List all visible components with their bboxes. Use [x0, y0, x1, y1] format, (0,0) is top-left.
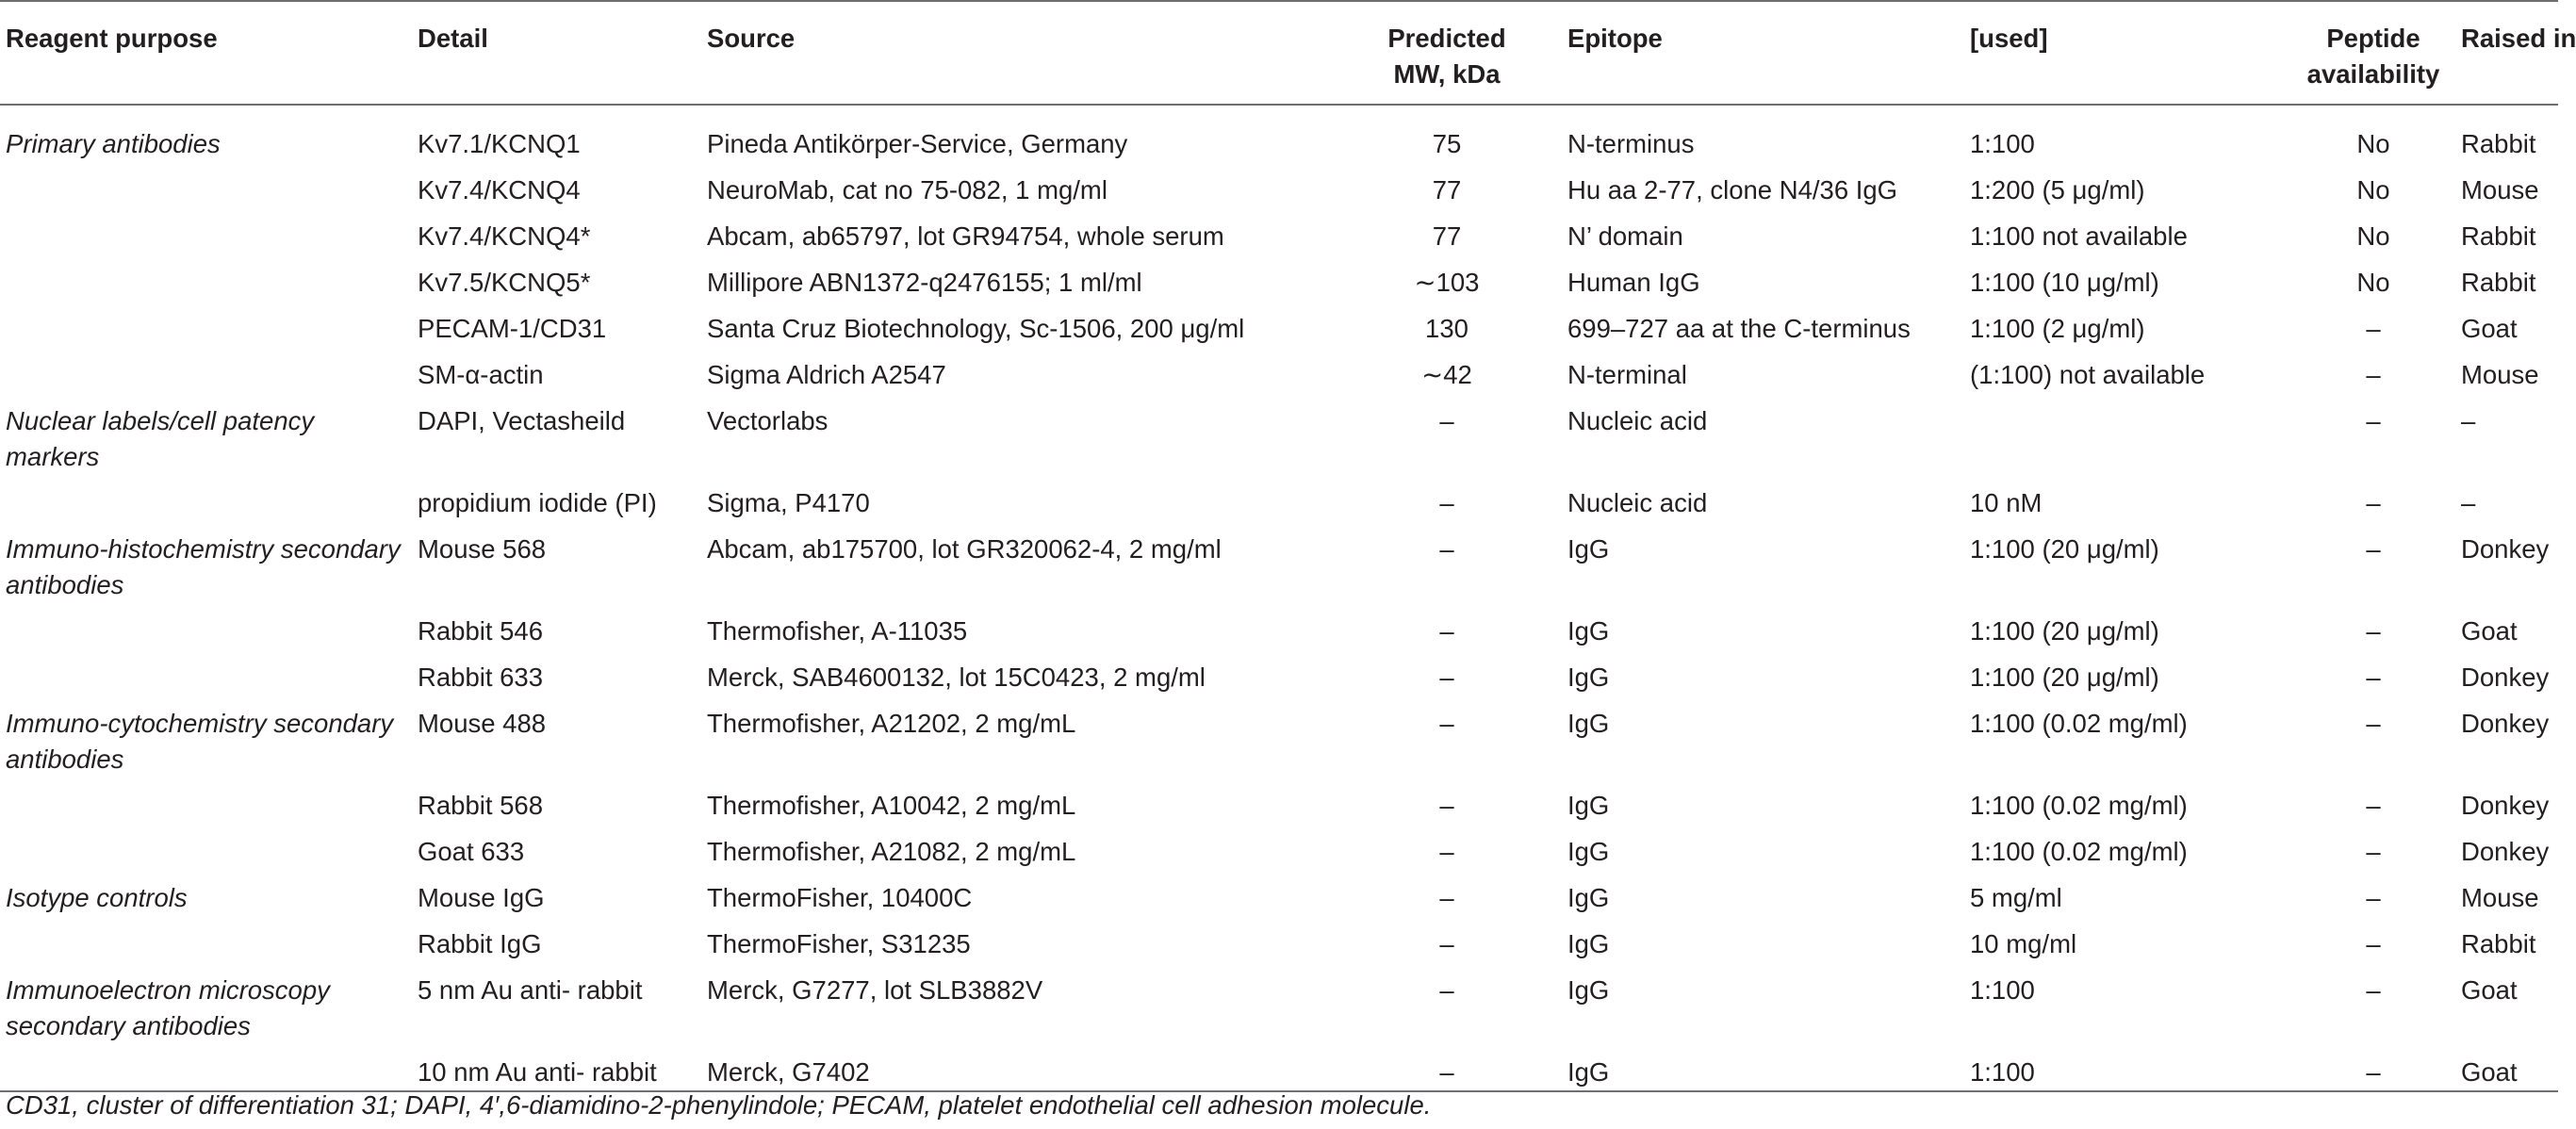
cell-raised-in: Donkey [2461, 791, 2550, 820]
cell-raised-in: Mouse [2461, 360, 2539, 389]
cell-epitope: Nucleic acid [1567, 488, 1708, 517]
cell-predicted-mw: – [1439, 791, 1454, 820]
cell-source: Thermofisher, A10042, 2 mg/mL [707, 791, 1076, 820]
table-row [0, 393, 2558, 475]
cell-peptide-availability: – [2366, 1057, 2381, 1087]
cell-epitope: Human IgG [1567, 268, 1700, 297]
cell-predicted-mw: – [1439, 663, 1454, 692]
cell-detail: Kv7.4/KCNQ4* [418, 221, 591, 251]
cell-source: Abcam, ab65797, lot GR94754, whole serum [707, 221, 1224, 251]
cell-detail: Mouse 488 [418, 709, 547, 738]
table-row [0, 105, 2558, 162]
cell-used: 1:100 [1970, 1057, 2035, 1087]
cell-detail: Mouse IgG [418, 883, 545, 912]
cell-predicted-mw: 75 [1432, 129, 1462, 158]
cell-reagent-purpose [0, 1044, 412, 1091]
cell-predicted-mw: 77 [1432, 175, 1462, 205]
cell-epitope: N’ domain [1567, 221, 1683, 251]
cell-peptide-availability: – [2366, 488, 2381, 517]
cell-raised-in: Rabbit [2461, 929, 2536, 958]
cell-predicted-mw: 130 [1425, 314, 1468, 343]
cell-used: 1:200 (5 μg/ml) [1970, 175, 2145, 205]
cell-reagent-purpose: Nuclear labels/cell patency markers [6, 406, 315, 471]
cell-epitope: IgG [1567, 534, 1610, 564]
cell-raised-in: Donkey [2461, 709, 2550, 738]
cell-peptide-availability: – [2366, 837, 2381, 866]
table-row [0, 254, 2558, 301]
cell-detail: Kv7.1/KCNQ1 [418, 129, 581, 158]
cell-reagent-purpose: Immunoelectron microscopy secondary antibodies [6, 975, 330, 1040]
cell-used: 10 nM [1970, 488, 2043, 517]
table-row [0, 603, 2558, 649]
cell-epitope: N-terminus [1567, 129, 1695, 158]
table-row [0, 777, 2558, 824]
table-row [0, 916, 2558, 962]
header-detail: Detail [418, 24, 488, 53]
cell-raised-in: – [2461, 406, 2476, 435]
cell-detail: PECAM-1/CD31 [418, 314, 607, 343]
cell-peptide-availability: – [2366, 616, 2381, 646]
cell-used: 5 mg/ml [1970, 883, 2062, 912]
cell-predicted-mw: 77 [1432, 221, 1462, 251]
cell-raised-in: Rabbit [2461, 129, 2536, 158]
cell-peptide-availability: – [2366, 975, 2381, 1005]
table-row [0, 870, 2558, 916]
cell-source: NeuroMab, cat no 75-082, 1 mg/ml [707, 175, 1108, 205]
cell-raised-in: Rabbit [2461, 268, 2536, 297]
cell-epitope: IgG [1567, 975, 1610, 1005]
cell-peptide-availability: – [2366, 883, 2381, 912]
cell-raised-in: Goat [2461, 616, 2518, 646]
cell-detail: DAPI, Vectasheild [418, 406, 626, 435]
cell-reagent-purpose [0, 777, 412, 824]
cell-used: 1:100 (20 μg/ml) [1970, 534, 2159, 564]
table-row [0, 162, 2558, 208]
cell-detail: Rabbit 546 [418, 616, 544, 646]
header-source: Source [707, 24, 796, 53]
cell-predicted-mw: ∼42 [1421, 360, 1472, 389]
cell-source: Millipore ABN1372-q2476155; 1 ml/ml [707, 268, 1142, 297]
cell-reagent-purpose [0, 916, 412, 962]
cell-epitope: 699–727 aa at the C-terminus [1567, 314, 1911, 343]
cell-predicted-mw: – [1439, 488, 1454, 517]
cell-source: Sigma Aldrich A2547 [707, 360, 946, 389]
cell-predicted-mw: ∼103 [1414, 268, 1480, 297]
cell-reagent-purpose [0, 603, 412, 649]
cell-reagent-purpose: Immuno-cytochemistry secondary antibodies [6, 709, 394, 774]
cell-peptide-availability: No [2356, 268, 2390, 297]
cell-source: Sigma, P4170 [707, 488, 870, 517]
table-header [0, 1, 2576, 105]
cell-source: Merck, SAB4600132, lot 15C0423, 2 mg/ml [707, 663, 1206, 692]
header-peptide-availability: Peptide availability [2306, 24, 2440, 89]
cell-used: 1:100 (20 μg/ml) [1970, 616, 2159, 646]
cell-source: ThermoFisher, S31235 [707, 929, 971, 958]
cell-peptide-availability: – [2366, 791, 2381, 820]
cell-predicted-mw: – [1439, 883, 1454, 912]
table-row [0, 824, 2558, 870]
cell-raised-in: Rabbit [2461, 221, 2536, 251]
table-row [0, 301, 2558, 347]
header-reagent-purpose: Reagent purpose [6, 24, 218, 53]
cell-detail: 5 nm Au anti- rabbit [418, 975, 643, 1005]
cell-predicted-mw: – [1439, 406, 1454, 435]
cell-predicted-mw: – [1439, 929, 1454, 958]
table-row [0, 475, 2558, 521]
cell-predicted-mw: – [1439, 1057, 1454, 1087]
cell-source: Vectorlabs [707, 406, 829, 435]
cell-raised-in: Goat [2461, 1057, 2518, 1087]
cell-predicted-mw: – [1439, 709, 1454, 738]
cell-source: Santa Cruz Biotechnology, Sc-1506, 200 μg/ml [707, 314, 1245, 343]
cell-raised-in: Donkey [2461, 534, 2550, 564]
cell-used: 1:100 (0.02 mg/ml) [1970, 837, 2188, 866]
cell-predicted-mw: – [1439, 975, 1454, 1005]
cell-peptide-availability: No [2356, 221, 2390, 251]
cell-reagent-purpose: Immuno-histochemistry secondary antibodies [6, 534, 401, 599]
cell-reagent-purpose [0, 208, 412, 254]
header-raised-in: Raised in [2461, 24, 2576, 53]
cell-epitope: IgG [1567, 663, 1610, 692]
cell-epitope: N-terminal [1567, 360, 1687, 389]
cell-used: 1:100 (2 μg/ml) [1970, 314, 2145, 343]
cell-peptide-availability: No [2356, 129, 2390, 158]
cell-raised-in: Goat [2461, 314, 2518, 343]
cell-reagent-purpose: Primary antibodies [6, 129, 221, 158]
table-row [0, 347, 2558, 393]
cell-detail: Goat 633 [418, 837, 525, 866]
cell-predicted-mw: – [1439, 534, 1454, 564]
cell-reagent-purpose [0, 347, 412, 393]
table-footnote: CD31, cluster of differentiation 31; DAPI, 4′,6-diamidino-2-phenylindole; PECAM, platelet endothelial cell adhesion molecule. [6, 1090, 1432, 1120]
table-row [0, 521, 2558, 603]
cell-peptide-availability: – [2366, 534, 2381, 564]
table-row [0, 695, 2558, 777]
table-row [0, 649, 2558, 695]
cell-source: Thermofisher, A21202, 2 mg/mL [707, 709, 1076, 738]
cell-detail: Rabbit IgG [418, 929, 542, 958]
cell-reagent-purpose [0, 301, 412, 347]
cell-raised-in: Donkey [2461, 663, 2550, 692]
cell-peptide-availability: – [2366, 663, 2381, 692]
cell-detail: propidium iodide (PI) [418, 488, 657, 517]
table-row [0, 1044, 2558, 1091]
cell-raised-in: Mouse [2461, 175, 2539, 205]
table-body [0, 105, 2558, 1091]
cell-detail: Kv7.5/KCNQ5* [418, 268, 591, 297]
table-row [0, 962, 2558, 1044]
cell-used: 1:100 (0.02 mg/ml) [1970, 709, 2188, 738]
cell-reagent-purpose [0, 475, 412, 521]
cell-used: 1:100 [1970, 975, 2035, 1005]
cell-used: 10 mg/ml [1970, 929, 2077, 958]
cell-raised-in: Donkey [2461, 837, 2550, 866]
cell-source: Pineda Antikörper-Service, Germany [707, 129, 1128, 158]
cell-predicted-mw: – [1439, 616, 1454, 646]
cell-detail: 10 nm Au anti- rabbit [418, 1057, 657, 1087]
cell-source: ThermoFisher, 10400C [707, 883, 973, 912]
cell-epitope: IgG [1567, 929, 1610, 958]
cell-epitope: IgG [1567, 883, 1610, 912]
cell-epitope: Nucleic acid [1567, 406, 1708, 435]
cell-raised-in: Mouse [2461, 883, 2539, 912]
cell-epitope: IgG [1567, 709, 1610, 738]
cell-reagent-purpose [0, 254, 412, 301]
cell-peptide-availability: – [2366, 360, 2381, 389]
cell-peptide-availability: – [2366, 314, 2381, 343]
cell-peptide-availability: – [2366, 406, 2381, 435]
header-row [0, 1, 2558, 105]
cell-used: 1:100 (0.02 mg/ml) [1970, 791, 2188, 820]
cell-source: Thermofisher, A21082, 2 mg/mL [707, 837, 1076, 866]
header-epitope: Epitope [1567, 24, 1663, 53]
cell-peptide-availability: – [2366, 709, 2381, 738]
cell-epitope: Hu aa 2-77, clone N4/36 IgG [1567, 175, 1898, 205]
cell-epitope: IgG [1567, 791, 1610, 820]
cell-reagent-purpose [0, 824, 412, 870]
cell-predicted-mw: – [1439, 837, 1454, 866]
cell-detail: Rabbit 568 [418, 791, 544, 820]
cell-used: 1:100 not available [1970, 221, 2188, 251]
cell-reagent-purpose [0, 649, 412, 695]
cell-peptide-availability: – [2366, 929, 2381, 958]
cell-reagent-purpose [0, 162, 412, 208]
header-used: [used] [1970, 24, 2048, 53]
cell-detail: Mouse 568 [418, 534, 547, 564]
cell-detail: Rabbit 633 [418, 663, 544, 692]
cell-used: 1:100 [1970, 129, 2035, 158]
cell-detail: Kv7.4/KCNQ4 [418, 175, 581, 205]
cell-used: 1:100 (20 μg/ml) [1970, 663, 2159, 692]
cell-source: Thermofisher, A-11035 [707, 616, 968, 646]
header-predicted-mw: Predicted MW, kDa [1387, 24, 1506, 89]
cell-peptide-availability: No [2356, 175, 2390, 205]
cell-source: Merck, G7402 [707, 1057, 870, 1087]
cell-epitope: IgG [1567, 837, 1610, 866]
cell-used: (1:100) not available [1970, 360, 2206, 389]
cell-used [1964, 393, 2291, 475]
cell-raised-in: – [2461, 488, 2476, 517]
cell-source: Abcam, ab175700, lot GR320062-4, 2 mg/ml [707, 534, 1222, 564]
cell-used: 1:100 (10 μg/ml) [1970, 268, 2159, 297]
cell-source: Merck, G7277, lot SLB3882V [707, 975, 1043, 1005]
cell-reagent-purpose: Isotype controls [6, 883, 188, 912]
cell-raised-in: Goat [2461, 975, 2518, 1005]
cell-epitope: IgG [1567, 1057, 1610, 1087]
cell-detail: SM-α-actin [418, 360, 544, 389]
cell-epitope: IgG [1567, 616, 1610, 646]
table-row [0, 208, 2558, 254]
